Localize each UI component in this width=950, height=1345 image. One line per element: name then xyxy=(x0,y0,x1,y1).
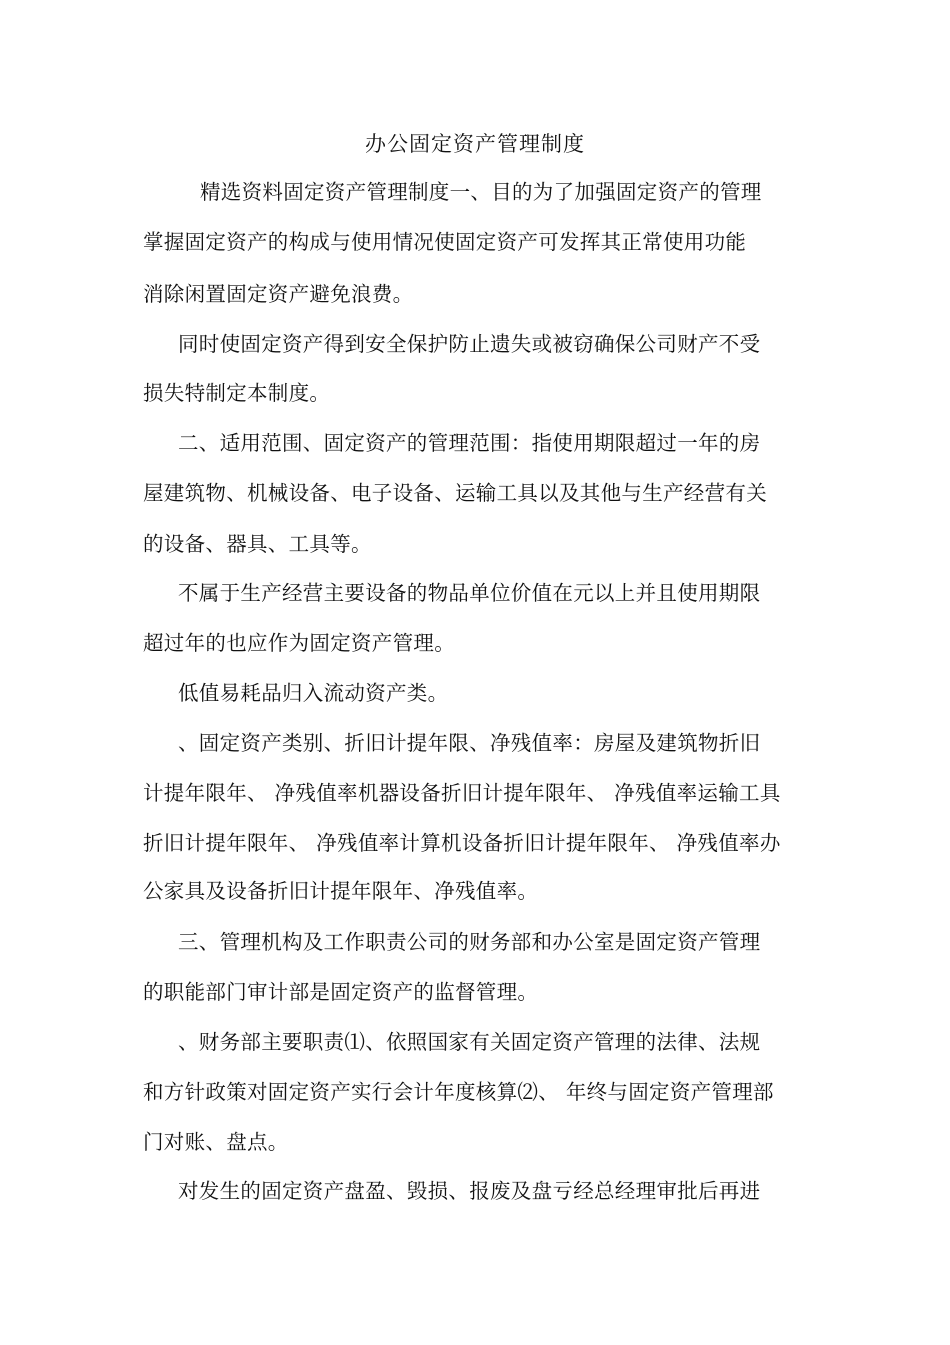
paragraph-line: 不属于生产经营主要设备的物品单位价值在元以上并且使用期限 xyxy=(178,581,761,605)
paragraph-line: 精选资料固定资产管理制度一、目的为了加强固定资产的管理 xyxy=(200,180,762,204)
paragraph-line: 消除闲置固定资产避免浪费。 xyxy=(143,282,414,306)
paragraph-line: 、固定资产类别、折旧计提年限、净残值率：房屋及建筑物折旧 xyxy=(178,731,761,755)
paragraph-line: 的设备、器具、工具等。 xyxy=(143,532,372,556)
paragraph-line: 屋建筑物、机械设备、电子设备、运输工具以及其他与生产经营有关 xyxy=(143,481,767,505)
paragraph-line: 折旧计提年限年、 净残值率计算机设备折旧计提年限年、 净残值率办 xyxy=(143,831,781,855)
paragraph-line: 三、管理机构及工作职责公司的财务部和办公室是固定资产管理 xyxy=(178,930,761,954)
paragraph-line: 、财务部主要职责⑴、依照国家有关固定资产管理的法律、法规 xyxy=(178,1030,761,1054)
paragraph-line: 损失特制定本制度。 xyxy=(143,381,331,405)
paragraph-line: 低值易耗品归入流动资产类。 xyxy=(178,681,449,705)
paragraph-line: 二、适用范围、固定资产的管理范围：指使用期限超过一年的房 xyxy=(178,431,761,455)
paragraph-line: 对发生的固定资产盘盈、毁损、报废及盘亏经总经理审批后再进 xyxy=(178,1179,761,1203)
paragraph-line: 掌握固定资产的构成与使用情况使固定资产可发挥其正常使用功能 xyxy=(143,230,747,254)
document-title: 办公固定资产管理制度 xyxy=(365,132,585,156)
paragraph-line: 和方针政策对固定资产实行会计年度核算⑵、 年终与固定资产管理部 xyxy=(143,1080,774,1104)
paragraph-line: 公家具及设备折旧计提年限年、净残值率。 xyxy=(143,879,539,903)
paragraph-line: 同时使固定资产得到安全保护防止遗失或被窃确保公司财产不受 xyxy=(178,332,761,356)
paragraph-line: 门对账、盘点。 xyxy=(143,1130,289,1154)
paragraph-line: 计提年限年、 净残值率机器设备折旧计提年限年、 净残值率运输工具 xyxy=(143,781,781,805)
paragraph-line: 超过年的也应作为固定资产管理。 xyxy=(143,631,455,655)
paragraph-line: 的职能部门审计部是固定资产的监督管理。 xyxy=(143,980,539,1004)
